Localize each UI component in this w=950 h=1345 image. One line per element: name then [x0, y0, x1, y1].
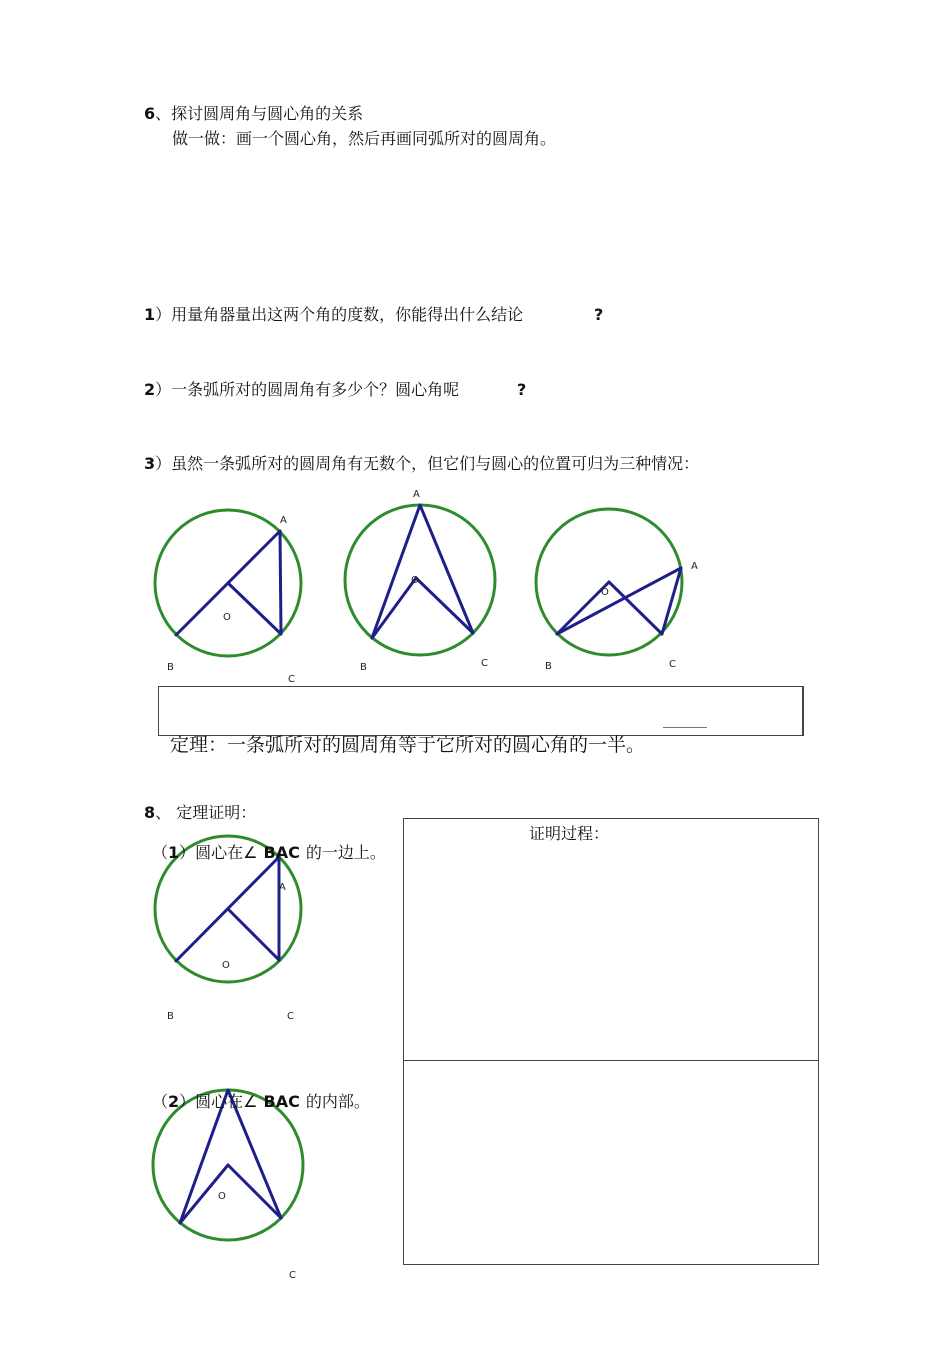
case1-suffix: 的一边上。	[305, 843, 386, 862]
section6-activity: 做一做：画一个圆心角，然后再画同弧所对的圆周角。	[172, 129, 557, 148]
segment-OC	[609, 582, 662, 634]
label-C: C	[669, 659, 676, 670]
label-O: O	[218, 1191, 226, 1202]
label-A: A	[279, 882, 286, 893]
case-on-side-diagram	[155, 510, 301, 685]
case2-number: 2	[168, 1092, 180, 1111]
q2-question-mark: ?	[517, 380, 527, 399]
question-1	[144, 305, 523, 325]
section8-title: 、 定理证明：	[155, 803, 257, 822]
case1-open: （	[152, 843, 169, 862]
segment-OB	[372, 578, 416, 638]
label-B: B	[167, 1011, 174, 1022]
case-inside-diagram	[345, 489, 495, 673]
segment-AC	[420, 505, 473, 633]
case2-open: （	[152, 1092, 169, 1111]
section8-number: 8	[144, 803, 156, 822]
q1-text: ）用量角器量出这两个角的度数，你能得出什么结论	[155, 305, 524, 324]
segment-OC	[228, 1165, 281, 1218]
question-2	[144, 380, 459, 400]
case1-text: ）圆心在∠	[179, 843, 258, 862]
case1-number: 1	[168, 843, 180, 862]
label-O: O	[601, 587, 609, 598]
label-A: A	[691, 561, 698, 572]
label-C: C	[288, 674, 295, 685]
answer-box[interactable]	[158, 686, 804, 736]
segment-OC	[416, 578, 473, 633]
label-B: B	[360, 662, 367, 673]
case2-suffix: 的内部。	[305, 1092, 370, 1111]
short-underline	[663, 727, 707, 728]
label-O: O	[222, 960, 230, 971]
q1-number: 1	[144, 305, 156, 324]
case2-angle: BAC	[263, 1092, 300, 1111]
q3-number: 3	[144, 454, 156, 473]
label-C: C	[481, 658, 488, 669]
q1-question-mark: ?	[594, 305, 604, 324]
label-A: A	[413, 489, 420, 500]
section6-title: 、探讨圆周角与圆心角的关系	[155, 104, 364, 123]
segment-OC	[228, 583, 281, 634]
label-C: C	[289, 1270, 296, 1281]
case2-caption	[152, 1092, 370, 1112]
case-outside-diagram	[536, 509, 698, 672]
segment-AB	[372, 505, 420, 638]
label-O: O	[223, 612, 231, 623]
q2-number: 2	[144, 380, 156, 399]
question-3	[144, 454, 699, 474]
segment-AB	[557, 568, 681, 634]
section6-heading	[144, 104, 363, 124]
segment-AC	[280, 531, 281, 634]
case1-angle: BAC	[263, 843, 300, 862]
label-C: C	[287, 1011, 294, 1022]
segment-OC	[228, 909, 279, 960]
proof-box-case2[interactable]	[403, 1060, 819, 1265]
label-A: A	[280, 515, 287, 526]
proof-title: 证明过程：	[529, 824, 610, 843]
case2-text: ）圆心在∠	[179, 1092, 258, 1111]
three-cases-figure	[0, 480, 950, 690]
case1-caption	[152, 843, 386, 863]
section6-number: 6	[144, 104, 156, 123]
q2-text: ）一条弧所对的圆周角有多少个？圆心角呢	[155, 380, 460, 399]
theorem-text: 定理：一条弧所对的圆周角等于它所对的圆心角的一半。	[170, 734, 646, 756]
section8-heading	[144, 803, 256, 823]
label-B: B	[545, 661, 552, 672]
proof-box-case1[interactable]	[403, 818, 819, 1061]
label-B: B	[167, 662, 174, 673]
q3-text: ）虽然一条弧所对的圆周角有无数个，但它们与圆心的位置可归为三种情况：	[155, 454, 700, 473]
label-O: O	[411, 575, 419, 586]
